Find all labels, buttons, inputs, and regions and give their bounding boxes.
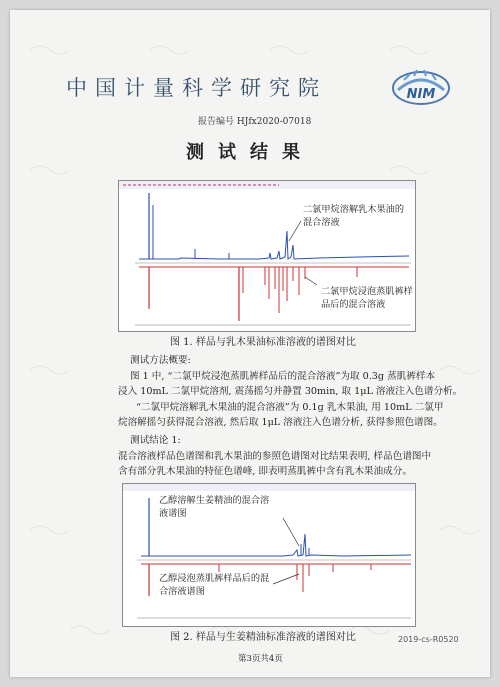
document-code: 2019-cs-R0520 (398, 635, 459, 644)
figure1-annotation-red: 二氯甲烷浸泡蒸肌裤样品后的混合溶液 (321, 286, 413, 310)
method-paragraph-1-line-2: 浸入 10mL 二氯甲烷溶剂, 震荡摇匀并静置 30min, 取 1μL 溶液注入色谱分析。 (118, 386, 463, 398)
figure2-annotation-bottom: 乙醇浸泡蒸肌裤样品后的混 合溶液谱图 (159, 573, 270, 597)
method-heading: 测试方法概要: (130, 355, 191, 366)
page-number: 第3页共4页 (238, 654, 283, 664)
method-section (118, 353, 464, 431)
report-number: 报告编号 HJfx2020-07018 (198, 117, 312, 127)
conclusion-line-1: 混合溶液样品色谱图和乳木果油的参照色谱图对比结果表明, 样品色谱图中 (118, 450, 432, 462)
organization-name: 中国计量科学研究院 (66, 76, 327, 100)
figure1-annotation-blue: 二氯甲烷溶解乳木果油的混合溶液 (303, 204, 405, 228)
figure2-annotation-top: 乙醇溶解生姜精油的混合溶 液谱图 (159, 495, 270, 519)
chromatogram-figure-1 (118, 180, 416, 332)
figure2-caption: 图 2. 样品与生姜精油标准溶液的谱图对比 (170, 632, 356, 643)
conclusion-section (118, 433, 464, 480)
document-title: 测试结果 (186, 142, 314, 163)
conclusion-heading: 测试结论 1: (130, 435, 181, 446)
conclusion-line-2: 含有部分乳木果油的特征色谱峰, 即表明蒸肌裤中含有乳木果油成分。 (118, 466, 412, 478)
method-paragraph-1-line-1: 图 1 中, “二氯甲烷浸泡蒸肌裤样品后的混合溶液”为取 0.3g 蒸肌裤样本 (130, 370, 436, 382)
figure1-caption: 图 1. 样品与乳木果油标准溶液的谱图对比 (170, 337, 356, 348)
nim-logo-icon (390, 68, 452, 108)
method-paragraph-2-line-2: 烷溶解摇匀获得混合溶液, 然后取 1μL 溶液注入色谱分析, 获得参照色谱图。 (118, 417, 443, 429)
method-paragraph-2-line-1: “二氯甲烷溶解乳木果油的混合溶液”为 0.1g 乳木果油, 用 10mL 二氯甲 (136, 401, 444, 413)
logo-text: NIM (406, 87, 436, 102)
document-page (10, 10, 490, 677)
chromatogram-figure-2 (122, 483, 416, 627)
